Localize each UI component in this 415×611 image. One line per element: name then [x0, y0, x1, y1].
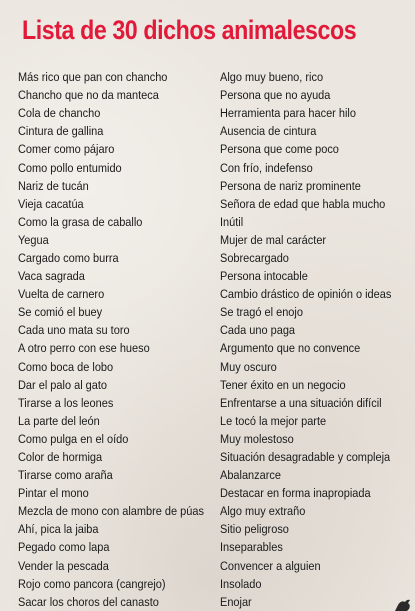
meaning-text: Muy oscuro: [220, 359, 277, 374]
meaning-text: Argumento que no convence: [220, 341, 361, 356]
saying-text: Vieja cacatúa: [18, 196, 84, 211]
saying-text: Se comió el buey: [18, 305, 103, 320]
meaning-text: Tener éxito en un negocio: [220, 377, 346, 392]
meaning-text: Inseparables: [220, 540, 283, 555]
meaning-text: Se tragó el enojo: [220, 305, 303, 320]
meaning-text: Algo muy bueno, rico: [220, 70, 324, 85]
meaning-text: Enfrentarse a una situación difícil: [220, 395, 382, 410]
saying-text: Mezcla de mono con alambre de púas: [18, 504, 204, 519]
saying-text: Como la grasa de caballo: [18, 214, 143, 229]
saying-text: Comer como pájaro: [18, 142, 115, 157]
saying-text: Vender la pescada: [18, 558, 109, 573]
saying-text: Vuelta de carnero: [18, 287, 105, 302]
saying-text: Cintura de gallina: [18, 124, 104, 139]
list-item: [18, 177, 413, 195]
list-item: [18, 249, 413, 267]
saying-text: Vaca sagrada: [18, 269, 85, 284]
meaning-text: Abalanzarce: [220, 468, 281, 483]
list-item: [18, 68, 413, 86]
list-item: [18, 104, 413, 122]
saying-text: Como pulga en el oído: [18, 431, 129, 446]
saying-text: A otro perro con ese hueso: [18, 341, 150, 356]
meaning-text: Sobrecargado: [220, 250, 289, 265]
list-item: [18, 376, 413, 394]
bird-silhouette-icon: [393, 597, 413, 611]
meaning-text: Enojar: [220, 594, 252, 609]
meaning-text: Algo muy extraño: [220, 504, 306, 519]
saying-text: Pintar el mono: [18, 486, 89, 501]
meaning-text: Persona que come poco: [220, 142, 339, 157]
list-item: [18, 394, 413, 412]
meaning-text: Cambio drástico de opinión o ideas: [220, 287, 392, 302]
list-item: [18, 339, 413, 357]
sayings-table: [18, 68, 413, 611]
meaning-text: Muy molestoso: [220, 431, 294, 446]
saying-text: Pegado como lapa: [18, 540, 110, 555]
list-item: [18, 158, 413, 176]
list-item: [18, 593, 413, 611]
saying-text: Cola de chancho: [18, 106, 101, 121]
meaning-text: Señora de edad que habla mucho: [220, 196, 386, 211]
saying-text: Cargado como burra: [18, 250, 119, 265]
saying-text: Nariz de tucán: [18, 178, 89, 193]
list-item: [18, 520, 413, 538]
saying-text: Yegua: [18, 232, 49, 247]
list-item: [18, 466, 413, 484]
saying-text: Más rico que pan con chancho: [18, 70, 168, 85]
page-title: Lista de 30 dichos animalescos: [22, 15, 357, 45]
meaning-text: Cada uno paga: [220, 323, 296, 338]
meaning-text: Convencer a alguien: [220, 558, 321, 573]
saying-text: Tirarse como araña: [18, 468, 113, 483]
list-item: [18, 231, 413, 249]
meaning-text: Insolado: [220, 576, 262, 591]
saying-text: Ahí, pica la jaiba: [18, 522, 99, 537]
list-item: [18, 321, 413, 339]
saying-text: Color de hormiga: [18, 450, 103, 465]
meaning-text: Con frío, indefenso: [220, 160, 313, 175]
saying-text: Dar el palo al gato: [18, 377, 108, 392]
meaning-text: Herramienta para hacer hilo: [220, 106, 356, 121]
meaning-text: Ausencia de cintura: [220, 124, 317, 139]
list-item: [18, 140, 413, 158]
meaning-text: Persona intocable: [220, 269, 308, 284]
meaning-text: Destacar en forma inapropiada: [220, 486, 371, 501]
meaning-text: Persona que no ayuda: [220, 88, 331, 103]
saying-text: Sacar los choros del canasto: [18, 594, 159, 609]
list-item: [18, 557, 413, 575]
saying-text: Tirarse a los leones: [18, 395, 114, 410]
meaning-text: Le tocó la mejor parte: [220, 413, 327, 428]
list-item: [18, 448, 413, 466]
list-item: [18, 484, 413, 502]
saying-text: Como pollo entumido: [18, 160, 122, 175]
meaning-text: Situación desagradable y compleja: [220, 450, 391, 465]
list-item: [18, 86, 413, 104]
saying-text: Como boca de lobo: [18, 359, 114, 374]
list-item: [18, 502, 413, 520]
list-item: [18, 358, 413, 376]
list-item: [18, 285, 413, 303]
list-item: [18, 412, 413, 430]
list-item: [18, 538, 413, 556]
list-item: [18, 195, 413, 213]
list-item: [18, 122, 413, 140]
saying-text: Rojo como pancora (cangrejo): [18, 576, 166, 591]
list-item: [18, 430, 413, 448]
meaning-text: Mujer de mal carácter: [220, 232, 327, 247]
meaning-text: Persona de nariz prominente: [220, 178, 361, 193]
list-item: [18, 303, 413, 321]
list-item: [18, 267, 413, 285]
saying-text: Cada uno mata su toro: [18, 323, 130, 338]
list-item: [18, 213, 413, 231]
meaning-text: Inútil: [220, 214, 244, 229]
saying-text: Chancho que no da manteca: [18, 88, 159, 103]
list-item: [18, 575, 413, 593]
meaning-text: Sitio peligroso: [220, 522, 289, 537]
saying-text: La parte del león: [18, 413, 100, 428]
